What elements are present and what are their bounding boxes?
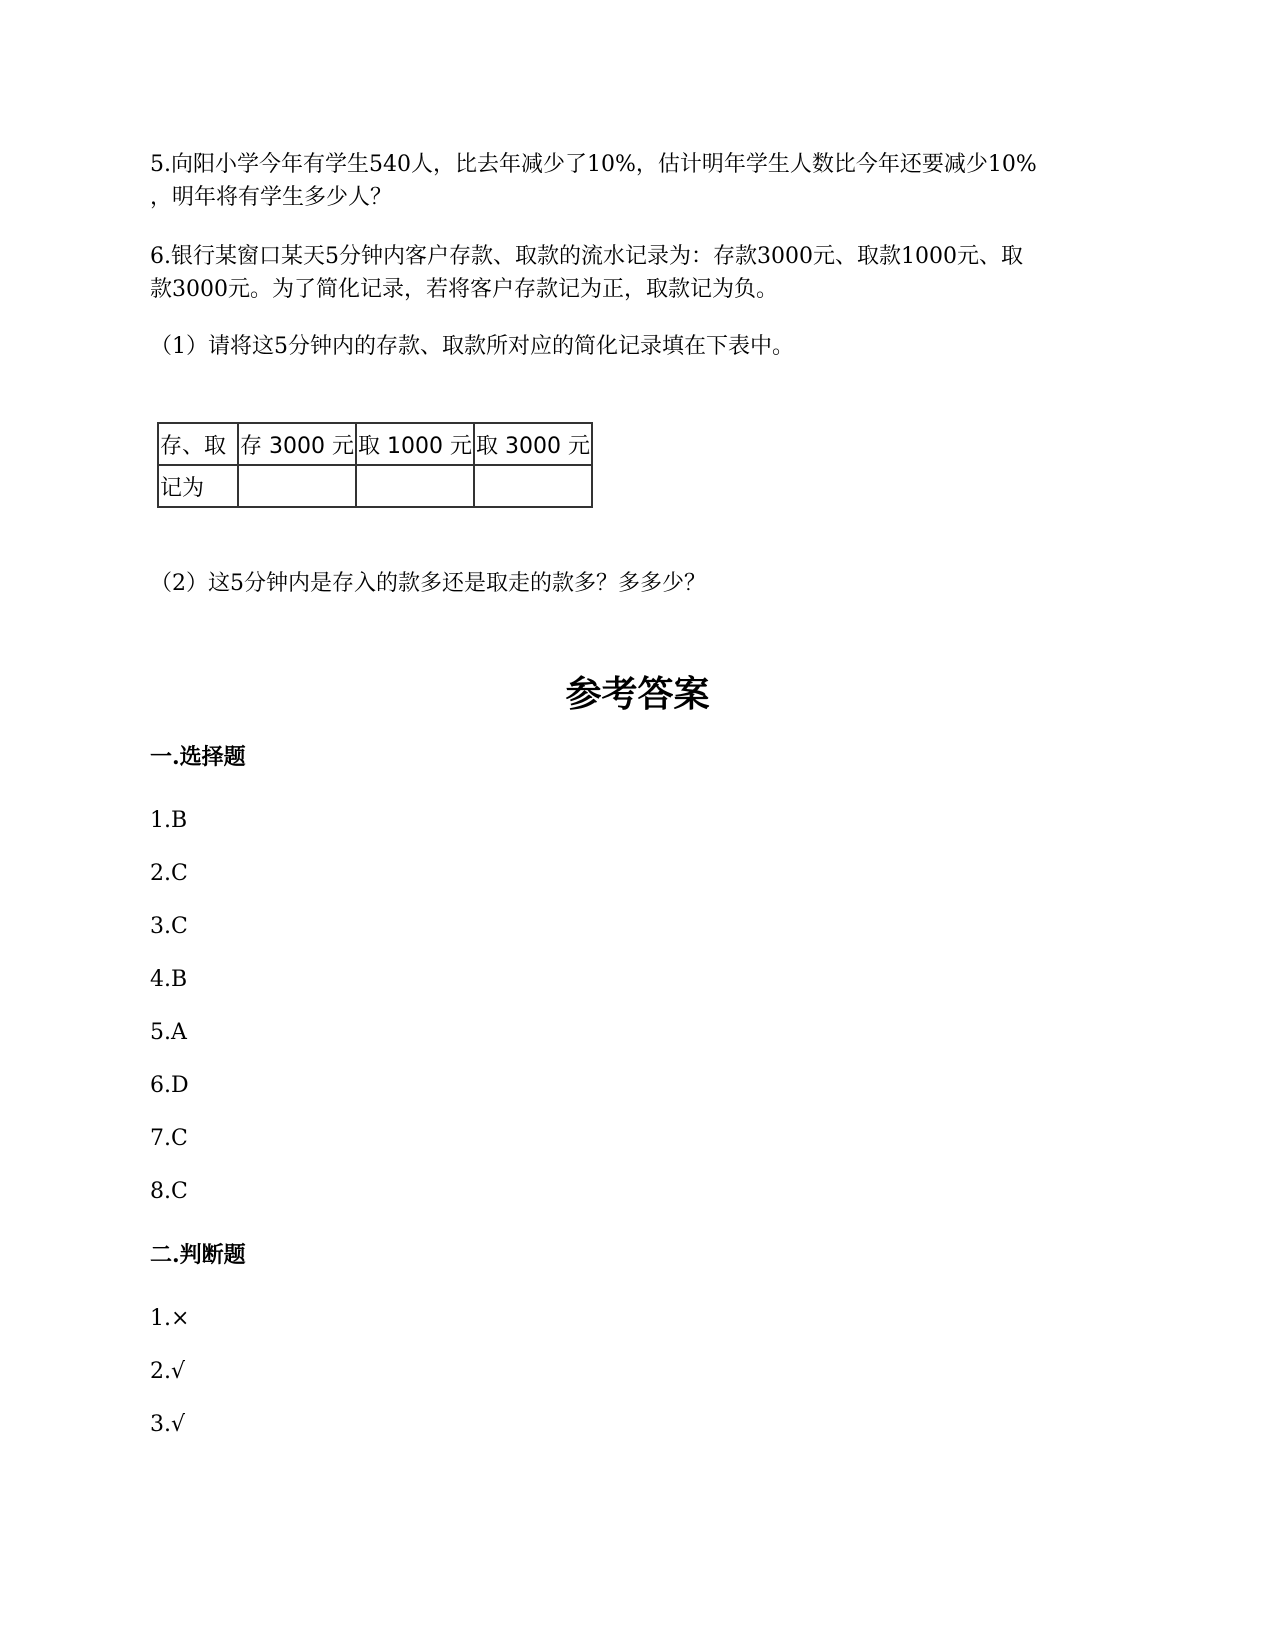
record-table bbox=[157, 422, 593, 508]
answer-item: 2.C bbox=[150, 861, 188, 886]
answers-title: 参考答案 bbox=[565, 673, 710, 715]
question-6-part-1-text: （1）请将这5分钟内的存款、取款所对应的简化记录填在下表中。 bbox=[150, 334, 794, 359]
table-cell: 存 3000 元 bbox=[238, 423, 356, 465]
question-6-part-2 bbox=[150, 567, 1130, 600]
table-row bbox=[158, 465, 592, 507]
table-cell-blank bbox=[356, 465, 474, 507]
table-cell: 存、取 bbox=[158, 423, 238, 465]
answer-item: 1.B bbox=[150, 808, 188, 833]
answer-item: 8.C bbox=[150, 1179, 188, 1204]
answer-item: 2.√ bbox=[150, 1359, 186, 1384]
table-row bbox=[158, 423, 592, 465]
question-6-line-2: 款3000元。为了简化记录，若将客户存款记为正，取款记为负。 bbox=[150, 277, 778, 302]
question-5-line-2: ，明年将有学生多少人？ bbox=[150, 185, 393, 210]
table-cell: 取 3000 元 bbox=[474, 423, 592, 465]
question-5 bbox=[150, 148, 1130, 214]
answer-item: 3.C bbox=[150, 914, 188, 939]
answer-item: 1.× bbox=[150, 1306, 190, 1331]
answer-item: 4.B bbox=[150, 967, 188, 992]
section-heading-judgment: 二.判断题 bbox=[150, 1242, 246, 1268]
answer-item: 3.√ bbox=[150, 1412, 186, 1437]
question-6-part-1 bbox=[150, 330, 1130, 363]
answer-item: 6.D bbox=[150, 1073, 189, 1098]
question-5-line-1: 5.向阳小学今年有学生540人，比去年减少了10%，估计明年学生人数比今年还要减少10% bbox=[150, 152, 1037, 177]
question-6-line-1: 6.银行某窗口某天5分钟内客户存款、取款的流水记录为：存款3000元、取款1000元、取 bbox=[150, 244, 1023, 269]
answer-item: 5.A bbox=[150, 1020, 187, 1045]
section-heading-choice: 一.选择题 bbox=[150, 744, 246, 770]
table-cell-blank bbox=[474, 465, 592, 507]
question-6-part-2-text: （2）这5分钟内是存入的款多还是取走的款多？多多少？ bbox=[150, 571, 706, 596]
table-cell-blank bbox=[238, 465, 356, 507]
answer-item: 7.C bbox=[150, 1126, 188, 1151]
table-cell: 取 1000 元 bbox=[356, 423, 474, 465]
table-cell: 记为 bbox=[158, 465, 238, 507]
question-6 bbox=[150, 240, 1130, 306]
